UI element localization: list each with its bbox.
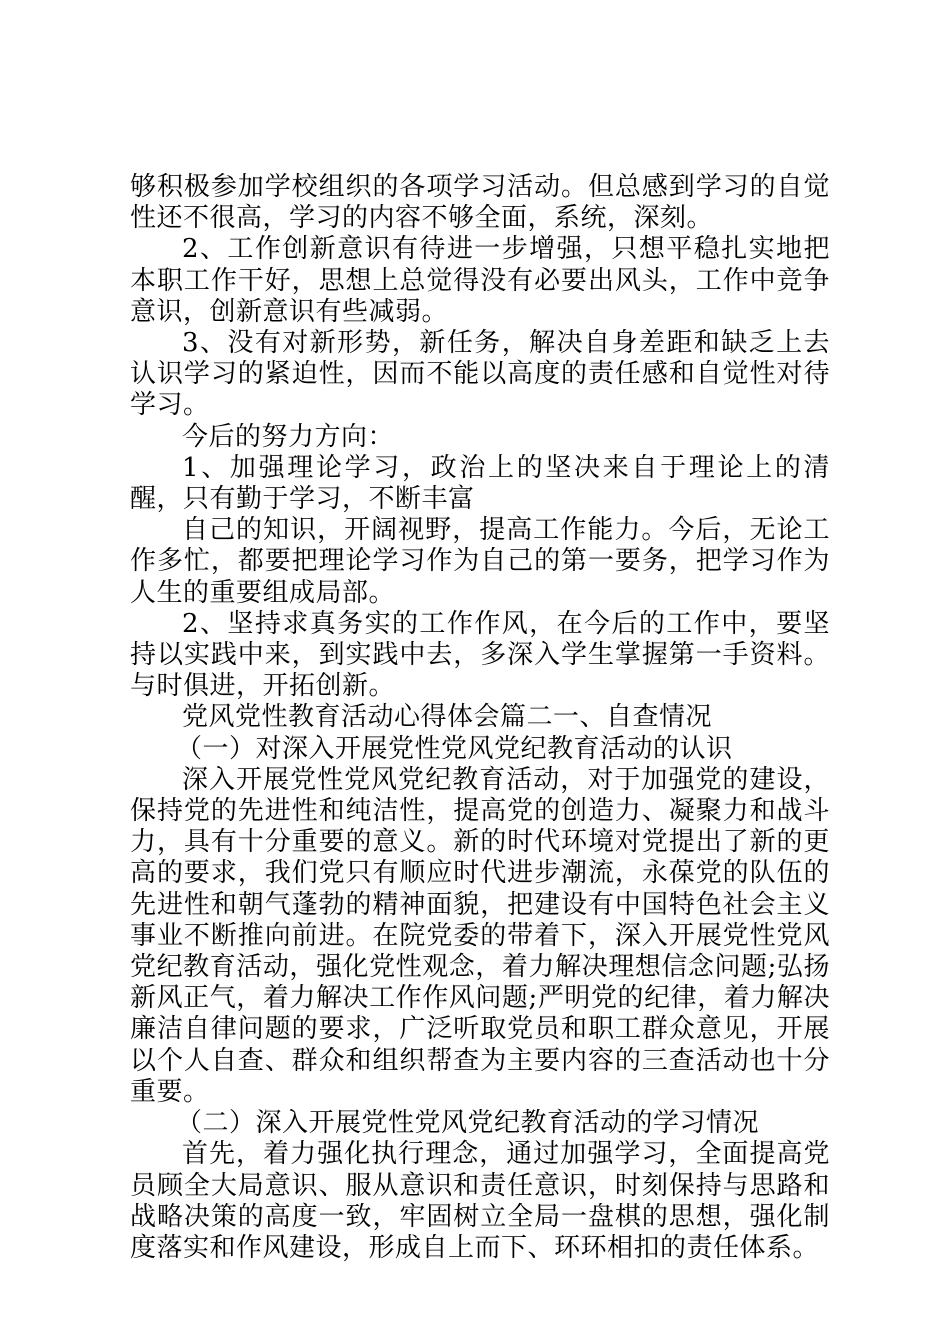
subsection-heading: （二）深入开展党性党风党纪教育活动的学习情况 [176, 1108, 760, 1139]
document-page [130, 172, 830, 1264]
paragraph: 自己的知识，开阔视野，提高工作能力。今后，无论工作多忙，都要把理论学习作为自己的第一要务，把学习作为人生的重要组成局部。 [130, 515, 830, 608]
section-heading: 今后的努力方向： [182, 421, 395, 452]
paragraph: 1、加强理论学习，政治上的坚决来自于理论上的清醒，只有勤于学习，不断丰富 [130, 452, 830, 515]
paragraph: 够积极参加学校组织的各项学习活动。但总感到学习的自觉性还不很高，学习的内容不够全面，系统，深刻。 [130, 172, 830, 234]
article-title: 党风党性教育活动心得体会篇二一、自查情况 [182, 702, 713, 733]
subsection-heading: （一）对深入开展党性党风党纪教育活动的认识 [176, 733, 733, 764]
paragraph: 2、坚持求真务实的工作作风，在今后的工作中，要坚持以实践中来，到实践中去，多深入学生掌握第一手资料。与时俱进，开拓创新。 [130, 608, 830, 702]
paragraph: 首先，着力强化执行理念，通过加强学习，全面提高党员顾全大局意识、服从意识和责任意识，时刻保持与思路和战略决策的高度一致，牢固树立全局一盘棋的思想，强化制度落实和作风建设，形成自上而下、环环相扣的责任体系。 [130, 1139, 830, 1263]
paragraph: 2、工作创新意识有待进一步增强，只想平稳扎实地把本职工作干好，思想上总觉得没有必要出风头，工作中竞争意识，创新意识有些减弱。 [130, 234, 830, 327]
paragraph: 3、没有对新形势，新任务，解决自身差距和缺乏上去认识学习的紧迫性，因而不能以高度的责任感和自觉性对待学习。 [130, 328, 830, 421]
paragraph: 深入开展党性党风党纪教育活动，对于加强党的建设，保持党的先进性和纯洁性，提高党的创造力、凝聚力和战斗力，具有十分重要的意义。新的时代环境对党提出了新的更高的要求，我们党只有顺应时代进步潮流，永葆党的队伍的先进性和朝气蓬勃的精神面貌，把建设有中国特色社会主义事业不断推向前进。在院党委的带着下，深入开展党性党风党纪教育活动，强化党性观念，着力解决理想信念问题;弘扬新风正气，着力解决工作作风问题;严明党的纪律，着力解决廉洁自律问题的要求，广泛听取党员和职工群众意见，开展以个人自查、群众和组织帮查为主要内容的三查活动也十分重要。 [130, 764, 830, 1107]
